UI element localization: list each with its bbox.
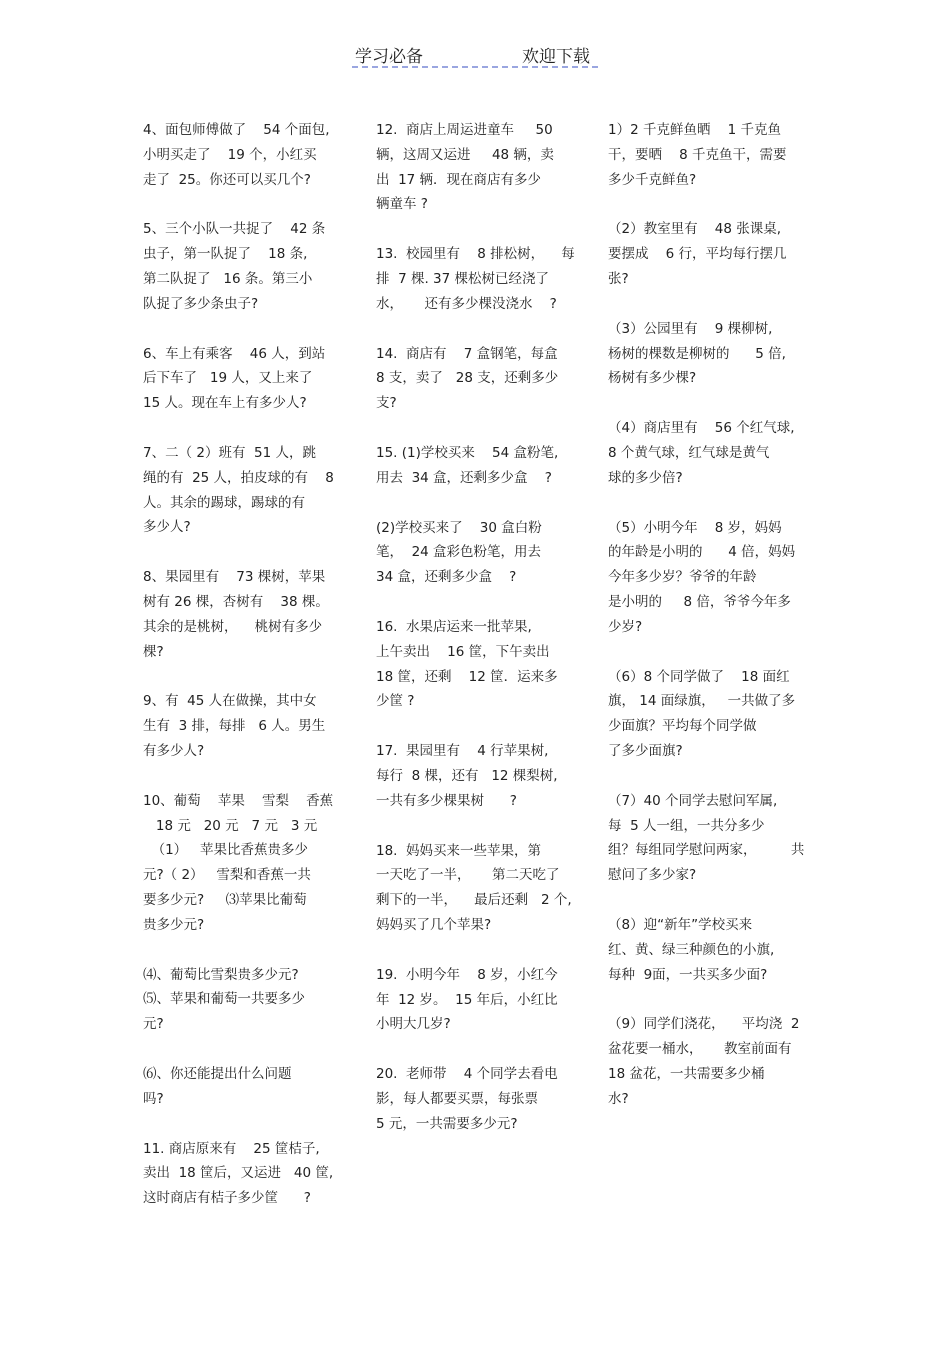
question-line: (2)学校买来了 30 盒白粉 — [376, 519, 542, 536]
question-line: 有多少人? — [143, 742, 205, 759]
question-block — [376, 118, 574, 217]
question-block — [143, 689, 345, 763]
question-block — [608, 317, 810, 391]
question-block — [376, 739, 574, 813]
question-block — [143, 441, 345, 540]
question-line: 小明买走了 19 个，小红买 — [143, 146, 317, 163]
question-line: 小明大几岁? — [376, 1016, 451, 1033]
question-line: 要多少元? ⑶苹果比葡萄 — [143, 891, 307, 908]
question-line: 笔， 24 盒彩色粉笔，用去 — [376, 544, 542, 561]
question-line: 生有 3 排，每排 6 人。男生 — [143, 718, 326, 735]
question-line: 18 盆花，一共需要多少桶 — [608, 1065, 765, 1082]
question-block — [143, 217, 345, 316]
question-line: 是小明的 8 倍，爷爷今年多 — [608, 593, 791, 610]
question-line: 人。其余的踢球，踢球的有 — [143, 494, 305, 511]
question-line: 7、二（ 2）班有 51 人，跳 — [143, 444, 317, 461]
question-line: 年 12 岁。 15 年后，小红比 — [376, 991, 558, 1008]
question-line: 杨树的棵数是柳树的 5 倍, — [608, 345, 786, 362]
question-line: 第二队捉了 16 条。第三小 — [143, 270, 313, 287]
page-header — [352, 40, 598, 68]
question-line: 杨树有多少棵? — [608, 370, 697, 387]
question-block — [608, 118, 810, 192]
question-line: （3）公园里有 9 棵柳树, — [608, 320, 773, 337]
question-block — [376, 839, 574, 938]
question-line: 这时商店有桔子多少筐 ? — [143, 1190, 311, 1207]
question-block — [608, 913, 810, 987]
question-block — [143, 118, 345, 192]
question-line: 虫子，第一队捉了 18 条, — [143, 246, 308, 263]
question-line: 干，要晒 8 千克鱼干，需要 — [608, 146, 787, 163]
question-line: （2）教室里有 48 张课桌, — [608, 221, 782, 238]
question-line: 每行 8 棵，还有 12 棵梨树, — [376, 767, 558, 784]
question-line: 1）2 千克鲜鱼晒 1 千克鱼 — [608, 122, 782, 138]
question-line: 6、车上有乘客 46 人，到站 — [143, 345, 326, 362]
question-block — [376, 516, 574, 590]
question-line: 影，每人都要买票，每张票 — [376, 1090, 538, 1107]
question-block — [608, 416, 810, 490]
question-block — [608, 516, 810, 640]
question-block — [608, 217, 810, 291]
question-block — [143, 789, 345, 938]
question-block — [376, 615, 574, 714]
question-line: 元? — [143, 1016, 164, 1033]
question-line: 13. 校园里有 8 排松树， 每 — [376, 246, 575, 263]
question-line: ⑸、苹果和葡萄一共要多少 — [143, 991, 305, 1008]
question-line: （6）8 个同学做了 18 面红 — [608, 668, 790, 685]
question-line: 少筐 ? — [376, 693, 415, 710]
question-block — [143, 1062, 345, 1112]
question-line: 18 筐，还剩 12 筐．运来多 — [376, 668, 558, 685]
question-block — [376, 1062, 574, 1136]
question-line: 元?（ 2） 雪梨和香蕉一共 — [143, 867, 311, 884]
question-line: 出 17 辆．现在商店有多少 — [376, 171, 542, 188]
question-line: 其余的是桃树， 桃树有多少 — [143, 618, 323, 635]
question-line: 8 个黄气球，红气球是黄气 — [608, 444, 770, 461]
question-line: 每 5 人一组，一共分多少 — [608, 817, 765, 834]
question-line: 用去 34 盒，还剩多少盒 ? — [376, 469, 552, 486]
question-line: 卖出 18 筐后，又运进 40 筐, — [143, 1165, 334, 1182]
question-line: 队捉了多少条虫子? — [143, 295, 259, 312]
question-line: 4、面包师傅做了 54 个面包, — [143, 122, 330, 138]
question-line: 5 元，一共需要多少元? — [376, 1115, 518, 1132]
question-line: 少岁? — [608, 618, 643, 635]
question-line: 球的多少倍? — [608, 469, 683, 486]
question-line: 的年龄是小明的 4 倍，妈妈 — [608, 544, 796, 561]
question-block — [143, 565, 345, 664]
question-line: 34 盒，还剩多少盒 ? — [376, 569, 517, 586]
question-block — [608, 789, 810, 888]
question-line: 18. 妈妈买来一些苹果，第 — [376, 842, 542, 859]
question-line: 排 7 棵. 37 棵松树已经浇了 — [376, 270, 550, 287]
question-block — [143, 342, 345, 416]
question-line: 张? — [608, 270, 629, 287]
question-line: ⑹、你还能提出什么问题 — [143, 1065, 292, 1082]
question-line: 少面旗？平均每个同学做 — [608, 718, 757, 735]
question-line: 16. 水果店运来一批苹果, — [376, 618, 532, 635]
question-block — [143, 1137, 345, 1211]
question-line: 20. 老师带 4 个同学去看电 — [376, 1066, 558, 1083]
question-block — [376, 441, 574, 491]
question-line: 9、有 45 人在做操，其中女 — [143, 693, 317, 710]
question-line: 8、果园里有 73 棵树，苹果 — [143, 569, 326, 586]
question-line: 贵多少元? — [143, 916, 205, 933]
question-block — [376, 242, 574, 316]
question-line: 树有 26 棵，杏树有 38 棵。 — [143, 593, 329, 610]
question-line: 8 支，卖了 28 支，还剩多少 — [376, 370, 559, 387]
question-line: 10、葡萄 苹果 雪梨 香蕉 — [143, 792, 334, 809]
question-line: 17. 果园里有 4 行苹果树, — [376, 743, 549, 760]
question-line: 5、三个小队一共捉了 42 条 — [143, 221, 326, 238]
question-line: ⑷、葡萄比雪梨贵多少元? — [143, 966, 299, 983]
question-line: 支? — [376, 395, 397, 412]
question-block — [376, 342, 574, 416]
header-right-text: 欢迎下载 — [522, 47, 590, 67]
header-left-text: 学习必备 — [355, 47, 423, 67]
question-line: 一天吃了一半， 第二天吃了 — [376, 867, 560, 884]
question-line: 妈妈买了几个苹果? — [376, 916, 492, 933]
question-block — [608, 665, 810, 764]
question-line: 今年多少岁？爷爷的年龄 — [608, 569, 757, 586]
question-line: （8）迎“新年”学校买来 — [608, 916, 753, 933]
question-line: 18 元 20 元 7 元 3 元 — [143, 817, 318, 834]
question-line: （1） 苹果比香蕉贵多少 — [143, 842, 309, 859]
question-line: （9）同学们浇花， 平均浇 2 — [608, 1016, 800, 1033]
question-line: 吗? — [143, 1090, 164, 1107]
question-line: （4）商店里有 56 个红气球, — [608, 420, 795, 437]
question-block — [143, 963, 345, 1037]
question-line: 棵? — [143, 643, 164, 660]
question-line: （7）40 个同学去慰问军属, — [608, 792, 778, 809]
question-line: 慰问了多少家? — [608, 867, 697, 884]
question-line: 水? — [608, 1090, 629, 1107]
question-line: 组？每组同学慰问两家， 共 — [608, 842, 805, 859]
question-line: 15 人。现在车上有多少人? — [143, 395, 307, 412]
question-line: 每种 9面，一共买多少面? — [608, 966, 768, 983]
question-block — [376, 963, 574, 1037]
column-2 — [376, 118, 574, 1162]
column-1 — [143, 118, 345, 1236]
question-line: 12. 商店上周运进童车 50 — [376, 122, 553, 138]
question-line: 水， 还有多少棵没浇水 ? — [376, 295, 557, 312]
question-line: 14. 商店有 7 盒钢笔，每盒 — [376, 345, 558, 362]
question-line: 19. 小明今年 8 岁，小红今 — [376, 966, 558, 983]
question-line: 旗， 14 面绿旗， 一共做了多 — [608, 693, 796, 710]
question-line: 11. 商店原来有 25 筐桔子, — [143, 1140, 320, 1157]
question-line: 盆花要一桶水， 教室前面有 — [608, 1041, 792, 1058]
question-line: 多少人? — [143, 519, 191, 536]
question-line: 15. (1)学校买来 54 盒粉笔, — [376, 444, 559, 461]
question-line: 了多少面旗? — [608, 742, 683, 759]
question-line: 剩下的一半， 最后还剩 2 个, — [376, 892, 572, 909]
question-line: 辆，这周又运进 48 辆，卖 — [376, 146, 554, 163]
question-line: 一共有多少棵果树 ? — [376, 792, 517, 809]
question-line: 辆童车 ? — [376, 196, 428, 213]
column-3 — [608, 118, 810, 1137]
question-line: 上午卖出 16 筐，下午卖出 — [376, 643, 550, 660]
question-block — [608, 1012, 810, 1111]
question-line: 要摆成 6 行，平均每行摆几 — [608, 246, 787, 263]
question-line: 绳的有 25 人，拍皮球的有 8 — [143, 469, 334, 486]
question-line: （5）小明今年 8 岁，妈妈 — [608, 519, 782, 536]
question-line: 多少千克鲜鱼? — [608, 171, 697, 188]
question-line: 走了 25。你还可以买几个? — [143, 171, 311, 188]
question-line: 后下车了 19 人，又上来了 — [143, 370, 313, 387]
question-line: 红、黄、绿三种颜色的小旗, — [608, 941, 775, 958]
